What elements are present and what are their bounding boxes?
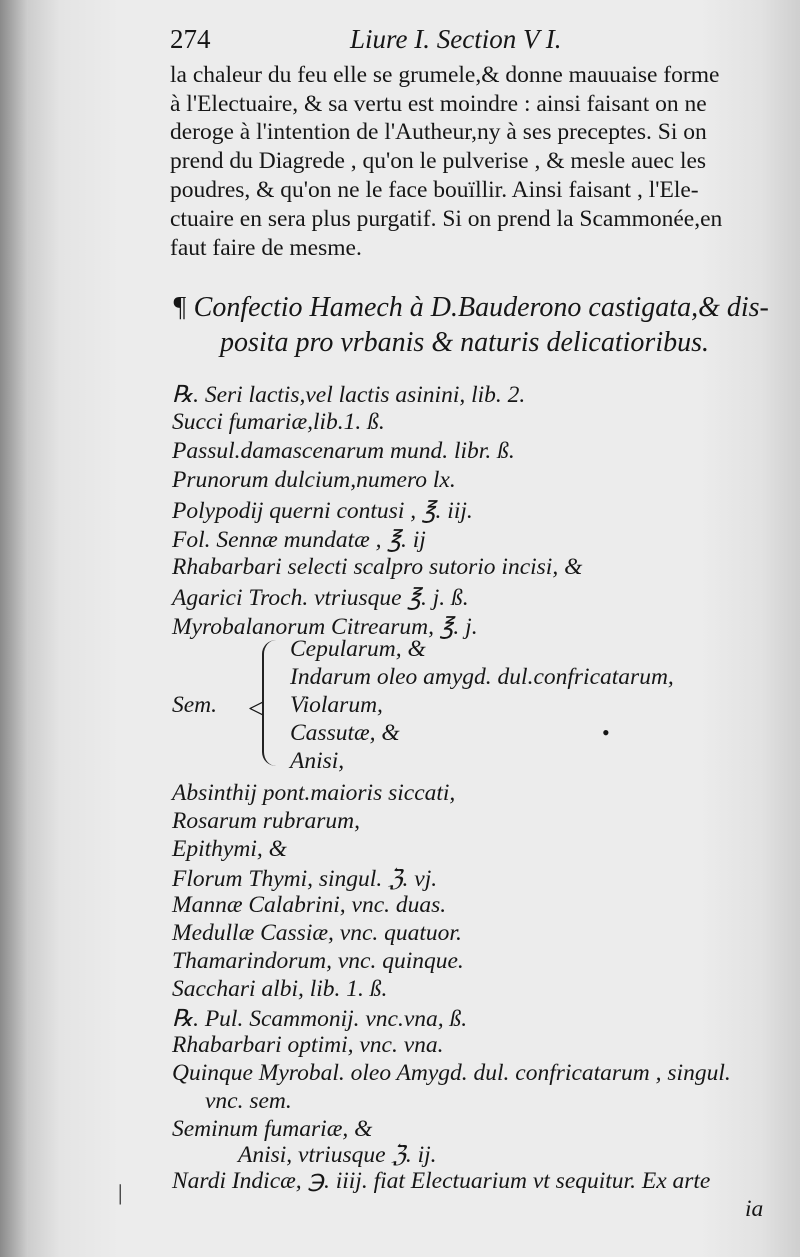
sem-label: Sem. <box>172 692 218 718</box>
ingredient-line: Agarici Troch. vtriusque ℥. j. ß. <box>172 585 469 611</box>
sem-item: Indarum oleo amygd. dul.confricatarum, <box>290 664 674 690</box>
ingredient-line: Absinthij pont.maioris siccati, <box>172 780 456 806</box>
page-header <box>170 24 770 62</box>
sem-item: Cassutæ, & <box>290 720 400 746</box>
intro-line: à l'Electuaire, & sa vertu est moindre : ainsi faisant on ne <box>170 91 707 117</box>
intro-line: faut faire de mesme. <box>170 235 362 261</box>
ingredient-line: Rhabarbari selecti scalpro sutorio incisi, & <box>172 554 583 580</box>
ingredient-line: vnc. sem. <box>205 1088 292 1114</box>
ink-dot: • <box>602 720 610 745</box>
intro-line: la chaleur du feu elle se grumele,& donne mauuaise forme <box>170 62 720 88</box>
ingredient-line: Quinque Myrobal. oleo Amygd. dul. confricatarum , singul. <box>172 1060 731 1086</box>
sem-item: Violarum, <box>290 692 383 718</box>
ingredient-line: Passul.damascenarum mund. libr. ß. <box>172 438 515 464</box>
ingredient-line: Polypodij querni contusi , ℥. iij. <box>172 498 473 524</box>
sem-item: Anisi, <box>290 748 345 774</box>
ingredient-line: Succi fumariæ,lib.1. ß. <box>172 409 385 435</box>
ingredient-line: Florum Thymi, singul. ℨ. vj. <box>172 866 438 892</box>
ingredient-line: Thamarindorum, vnc. quinque. <box>172 948 464 974</box>
sem-item: Cepularum, & <box>290 636 426 662</box>
ingredient-line: Anisi, vtriusque ℨ. ij. <box>238 1142 437 1168</box>
ingredient-line: Medullæ Cassiæ, vnc. quatuor. <box>172 920 462 946</box>
ingredient-line: Mannæ Calabrini, vnc. duas. <box>172 892 447 918</box>
ingredient-line: ℞. Pul. Scammonij. vnc.vna, ß. <box>172 1006 468 1032</box>
intro-line: prend du Diagrede , qu'on le pulverise , & mesle auec les <box>170 148 707 174</box>
recipe-title-line: ¶ Confectio Hamech à D.Bauderono castigata,& dis- <box>172 292 769 323</box>
ingredient-line: Sacchari albi, lib. 1. ß. <box>172 976 388 1002</box>
ingredient-line: ℞. Seri lactis,vel lactis asinini, lib. 2. <box>172 382 526 408</box>
ink-mark: | <box>118 1180 123 1205</box>
catchword: ia <box>745 1196 764 1222</box>
ingredient-line: Rosarum rubrarum, <box>172 808 361 834</box>
ingredient-line: Seminum fumariæ, & <box>172 1116 373 1142</box>
ingredient-line: Fol. Sennæ mundatæ , ℥. ij <box>172 527 426 553</box>
ingredient-line: Rhabarbari optimi, vnc. vna. <box>172 1032 444 1058</box>
grouping-brace <box>262 640 286 766</box>
ingredient-line: Epithymi, & <box>172 836 287 862</box>
intro-line: poudres, & qu'on ne le face bouïllir. Ainsi faisant , l'Ele- <box>170 177 699 203</box>
grouping-brace-tip: < <box>248 694 264 725</box>
intro-line: ctuaire en sera plus purgatif. Si on prend la Scammonée,en <box>170 206 723 232</box>
intro-line: deroge à l'intention de l'Autheur,ny à ses preceptes. Si on <box>170 119 707 145</box>
binding-gutter <box>0 0 28 1257</box>
ingredient-line: Nardi Indicæ, ℈. iiij. fiat Electuarium vt sequitur. Ex arte <box>172 1168 711 1194</box>
ingredient-line: Myrobalanorum Citrearum, ℥. j. <box>172 614 478 640</box>
recipe-title-line: posita pro vrbanis & naturis delicatioribus. <box>220 327 709 358</box>
running-title: Liure I. Section V I. <box>350 24 562 54</box>
page-number: 274 <box>170 24 211 54</box>
ingredient-line: Prunorum dulcium,numero lx. <box>172 467 456 493</box>
